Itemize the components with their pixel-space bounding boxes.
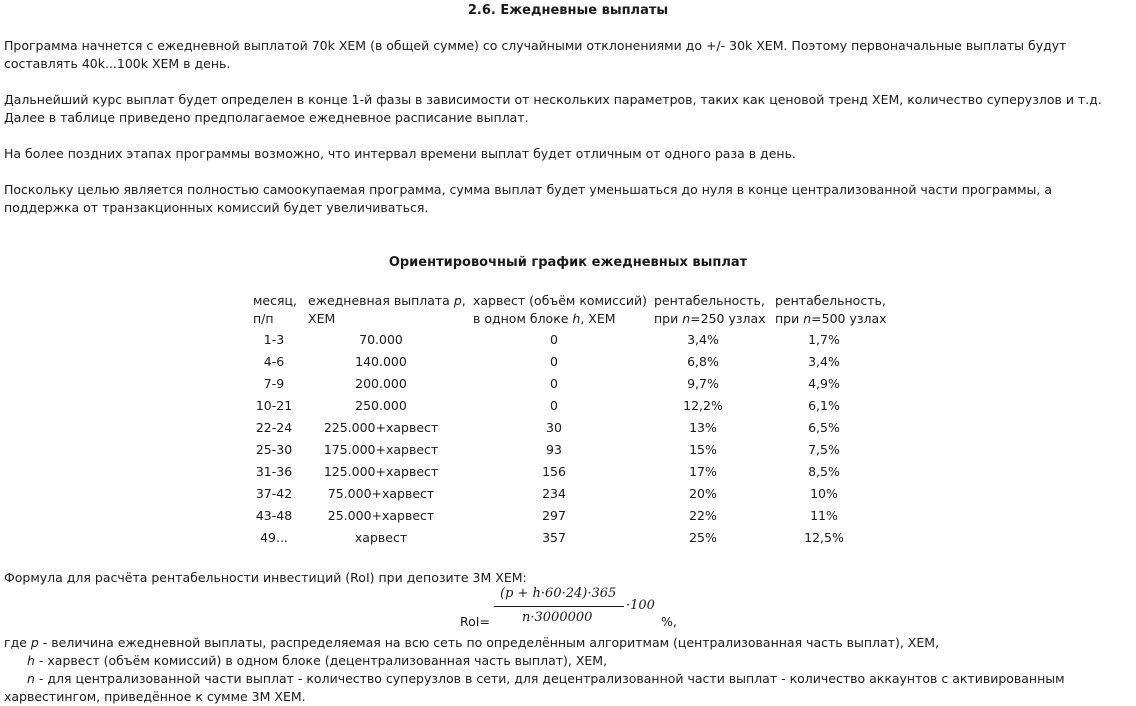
cell-harvest: 93 xyxy=(546,442,562,457)
cell-daily-payout: 125.000+харвест xyxy=(323,464,439,479)
cell-roi-500: 6,5% xyxy=(808,420,840,435)
cell-daily-payout: 70.000 xyxy=(359,332,403,347)
cell-roi-250: 20% xyxy=(689,486,717,501)
cell-roi-250: 6,8% xyxy=(687,354,719,369)
formula-denominator: n·3000000 xyxy=(522,610,593,625)
paragraph-3: На более поздних этапах программы возможно, что интервал времени выплат будет отличным от одного раза в день. xyxy=(4,146,796,161)
cell-roi-250: 15% xyxy=(689,442,717,457)
cell-month: 49... xyxy=(260,530,288,545)
header-harvest: харвест (объём комиссий) в одном блоке h, XEM xyxy=(473,293,647,326)
cell-month: 31-36 xyxy=(255,464,293,479)
roi-formula xyxy=(494,584,660,630)
legend-h: h - харвест (объём комиссий) в одном блоке (децентрализованная часть выплат), XEM, xyxy=(27,653,608,668)
cell-month: 25-30 xyxy=(255,442,293,457)
cell-roi-500: 3,4% xyxy=(808,354,840,369)
cell-daily-payout: 75.000+харвест xyxy=(327,486,435,501)
cell-harvest: 0 xyxy=(550,332,558,347)
cell-roi-250: 25% xyxy=(689,530,717,545)
cell-harvest: 0 xyxy=(550,354,558,369)
cell-roi-250: 12,2% xyxy=(683,398,723,413)
cell-roi-250: 13% xyxy=(689,420,717,435)
legend-n: n - для централизованной части выплат - количество суперузлов в сети, для децентрализованной части выплат - количество аккаунтов с активированным xyxy=(27,671,1065,686)
cell-harvest: 0 xyxy=(550,398,558,413)
cell-roi-500: 4,9% xyxy=(808,376,840,391)
cell-daily-payout: 225.000+харвест xyxy=(323,420,439,435)
paragraph-4: Поскольку целью является полностью самоокупаемая программа, сумма выплат будет уменьшаться до нуля в конце централизованной части программы, а поддержка от транзакционных комиссий будет увеличиваться. xyxy=(4,182,1052,215)
cell-harvest: 156 xyxy=(542,464,566,479)
cell-harvest: 297 xyxy=(542,508,566,523)
cell-roi-500: 10% xyxy=(810,486,838,501)
cell-roi-250: 9,7% xyxy=(687,376,719,391)
paragraph-1: Программа начнется с ежедневной выплатой 70k XEM (в общей сумме) со случайными отклонениями до +/- 30k XEM. Поэтому первоначальные выплаты будут составлять 40k...100k XEM в день. xyxy=(4,38,1067,71)
cell-daily-payout: 175.000+харвест xyxy=(323,442,439,457)
cell-month: 7-9 xyxy=(263,376,285,391)
cell-month: 4-6 xyxy=(263,354,285,369)
cell-harvest: 30 xyxy=(546,420,562,435)
cell-month: 10-21 xyxy=(255,398,293,413)
formula-multiplier: ·100 xyxy=(626,598,655,613)
legend-n-continued: харвестингом, приведённое к сумме 3M XEM. xyxy=(4,689,306,704)
cell-roi-250: 3,4% xyxy=(687,332,719,347)
cell-month: 37-42 xyxy=(255,486,293,501)
cell-roi-250: 17% xyxy=(689,464,717,479)
cell-daily-payout: 200.000 xyxy=(355,376,407,391)
cell-roi-500: 8,5% xyxy=(808,464,840,479)
cell-month: 22-24 xyxy=(255,420,293,435)
cell-roi-250: 22% xyxy=(689,508,717,523)
formula-intro: Формула для расчёта рентабельности инвестиций (RoI) при депозите 3M XEM: xyxy=(4,570,527,585)
cell-roi-500: 1,7% xyxy=(808,332,840,347)
formula-lhs: RoI= xyxy=(460,614,490,629)
cell-daily-payout: харвест xyxy=(354,530,408,545)
cell-roi-500: 12,5% xyxy=(804,530,844,545)
header-daily-payout: ежедневная выплата p, XEM xyxy=(308,293,466,326)
fraction-bar xyxy=(494,606,624,607)
cell-roi-500: 6,1% xyxy=(808,398,840,413)
table-caption: Ориентировочный график ежедневных выплат xyxy=(388,255,748,270)
formula-numerator: (p + h·60·24)·365 xyxy=(500,586,617,601)
header-month: месяц, п/п xyxy=(253,293,297,326)
formula-suffix: %, xyxy=(661,614,677,629)
cell-month: 1-3 xyxy=(263,332,285,347)
cell-harvest: 357 xyxy=(542,530,566,545)
header-roi-500: рентабельность, при n=500 узлах xyxy=(775,293,887,326)
header-roi-250: рентабельность, при n=250 узлах xyxy=(654,293,766,326)
cell-harvest: 234 xyxy=(542,486,566,501)
cell-daily-payout: 140.000 xyxy=(355,354,407,369)
cell-harvest: 0 xyxy=(550,376,558,391)
paragraph-2: Дальнейший курс выплат будет определен в конце 1-й фазы в зависимости от нескольких параметров, таких как ценовой тренд XEM, количество суперузлов и т.д. Далее в таблице приведено предполагаемое ежедневное расписание выплат. xyxy=(4,92,1102,125)
legend-p: где p - величина ежедневной выплаты, распределяемая на всю сеть по определённым алгоритмам (централизованная часть выплат), XEM, xyxy=(4,635,939,650)
cell-month: 43-48 xyxy=(255,508,293,523)
cell-roi-500: 7,5% xyxy=(808,442,840,457)
cell-daily-payout: 250.000 xyxy=(355,398,407,413)
cell-daily-payout: 25.000+харвест xyxy=(327,508,435,523)
cell-roi-500: 11% xyxy=(810,508,838,523)
section-title: 2.6. Ежедневные выплаты xyxy=(467,3,669,18)
